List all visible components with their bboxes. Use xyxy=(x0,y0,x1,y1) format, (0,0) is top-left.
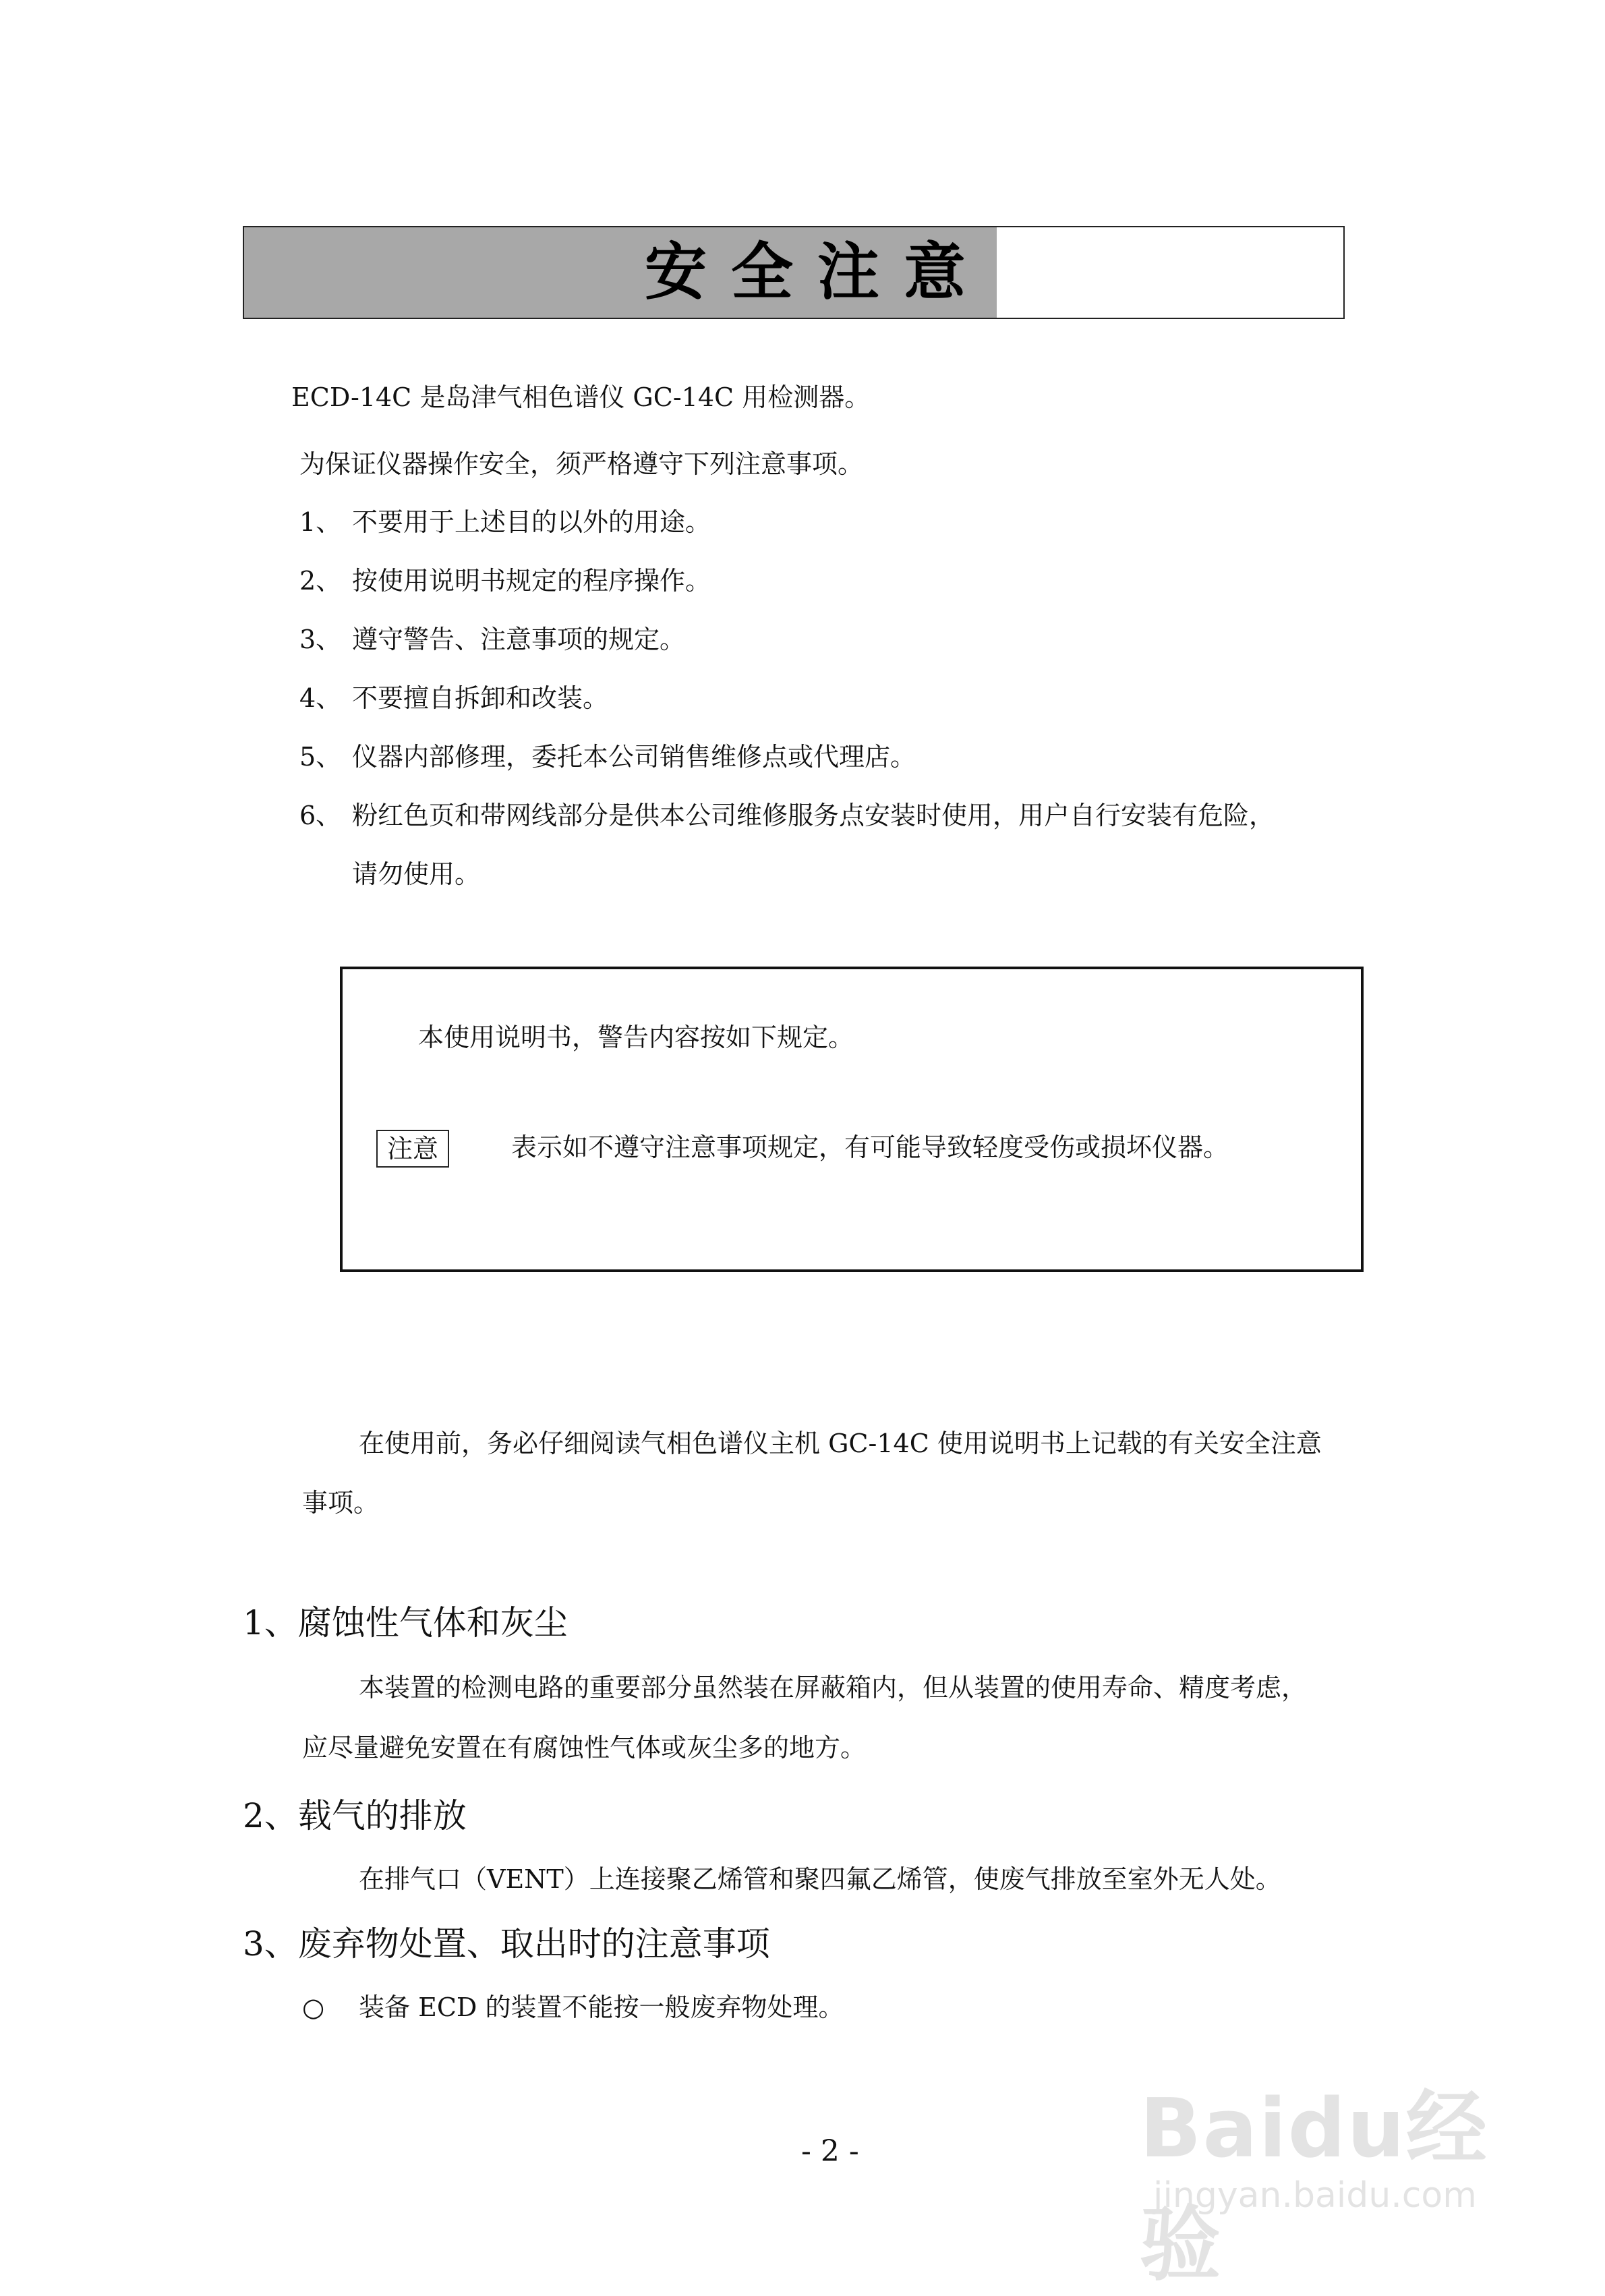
rule-text: 不要擅自拆卸和改装。 xyxy=(352,683,609,713)
rule-number: 2、 xyxy=(299,566,342,596)
baidu-logo: Baidu经验 xyxy=(1140,2082,1488,2292)
rule-text: 按使用说明书规定的程序操作。 xyxy=(352,566,711,596)
page-number: - 2 - xyxy=(801,2134,859,2169)
section-body: 本装置的检测电路的重要部分虽然装在屏蔽箱内，但从装置的使用寿命、精度考虑， xyxy=(359,1673,1308,1702)
caution-tag: 注意 xyxy=(376,1130,449,1168)
pre-use-note-line-2: 事项。 xyxy=(302,1488,380,1518)
rule-number: 4、 xyxy=(299,683,342,713)
rule-number: 3、 xyxy=(299,625,342,654)
section-body: 装备 ECD 的装置不能按一般废弃物处理。 xyxy=(359,1992,844,2022)
section-body: 应尽量避免安置在有腐蚀性气体或灰尘多的地方。 xyxy=(302,1733,867,1762)
caution-description: 表示如不遵守注意事项规定，有可能导致轻度受伤或损坏仪器。 xyxy=(511,1132,1229,1162)
section-heading: 1、腐蚀性气体和灰尘 xyxy=(243,1603,568,1642)
title-banner xyxy=(243,226,1345,319)
rule-text: 仪器内部修理，委托本公司销售维修点或代理店。 xyxy=(352,742,916,772)
section-heading: 3、废弃物处置、取出时的注意事项 xyxy=(243,1924,770,1963)
warning-box-intro: 本使用说明书，警告内容按如下规定。 xyxy=(418,1023,854,1052)
watermark-url: jingyan.baidu.com xyxy=(1153,2175,1477,2216)
rule-number: 5、 xyxy=(299,742,342,772)
baidu-watermark xyxy=(1140,2064,1517,2292)
pre-use-note-line-1: 在使用前，务必仔细阅读气相色谱仪主机 GC-14C 使用说明书上记载的有关安全注意 xyxy=(359,1429,1322,1458)
intro-line-2: 为保证仪器操作安全，须严格遵守下列注意事项。 xyxy=(299,449,864,479)
rule-text-continued: 请勿使用。 xyxy=(352,859,481,889)
rule-text: 不要用于上述目的以外的用途。 xyxy=(352,507,711,537)
intro-line-1: ECD-14C 是岛津气相色谱仪 GC-14C 用检测器。 xyxy=(291,382,871,412)
rule-text: 遵守警告、注意事项的规定。 xyxy=(352,625,686,654)
bullet-icon: ○ xyxy=(302,1992,325,2022)
section-body: 在排气口（VENT）上连接聚乙烯管和聚四氟乙烯管，使废气排放至室外无人处。 xyxy=(359,1864,1281,1894)
section-heading: 2、载气的排放 xyxy=(243,1796,467,1835)
rule-text: 粉红色页和带网线部分是供本公司维修服务点安装时使用，用户自行安装有危险， xyxy=(352,801,1275,830)
warning-definition-box xyxy=(340,967,1364,1272)
page-title: 安全注意 xyxy=(644,236,990,308)
rule-number: 1、 xyxy=(299,507,342,537)
rule-number: 6、 xyxy=(299,801,342,830)
